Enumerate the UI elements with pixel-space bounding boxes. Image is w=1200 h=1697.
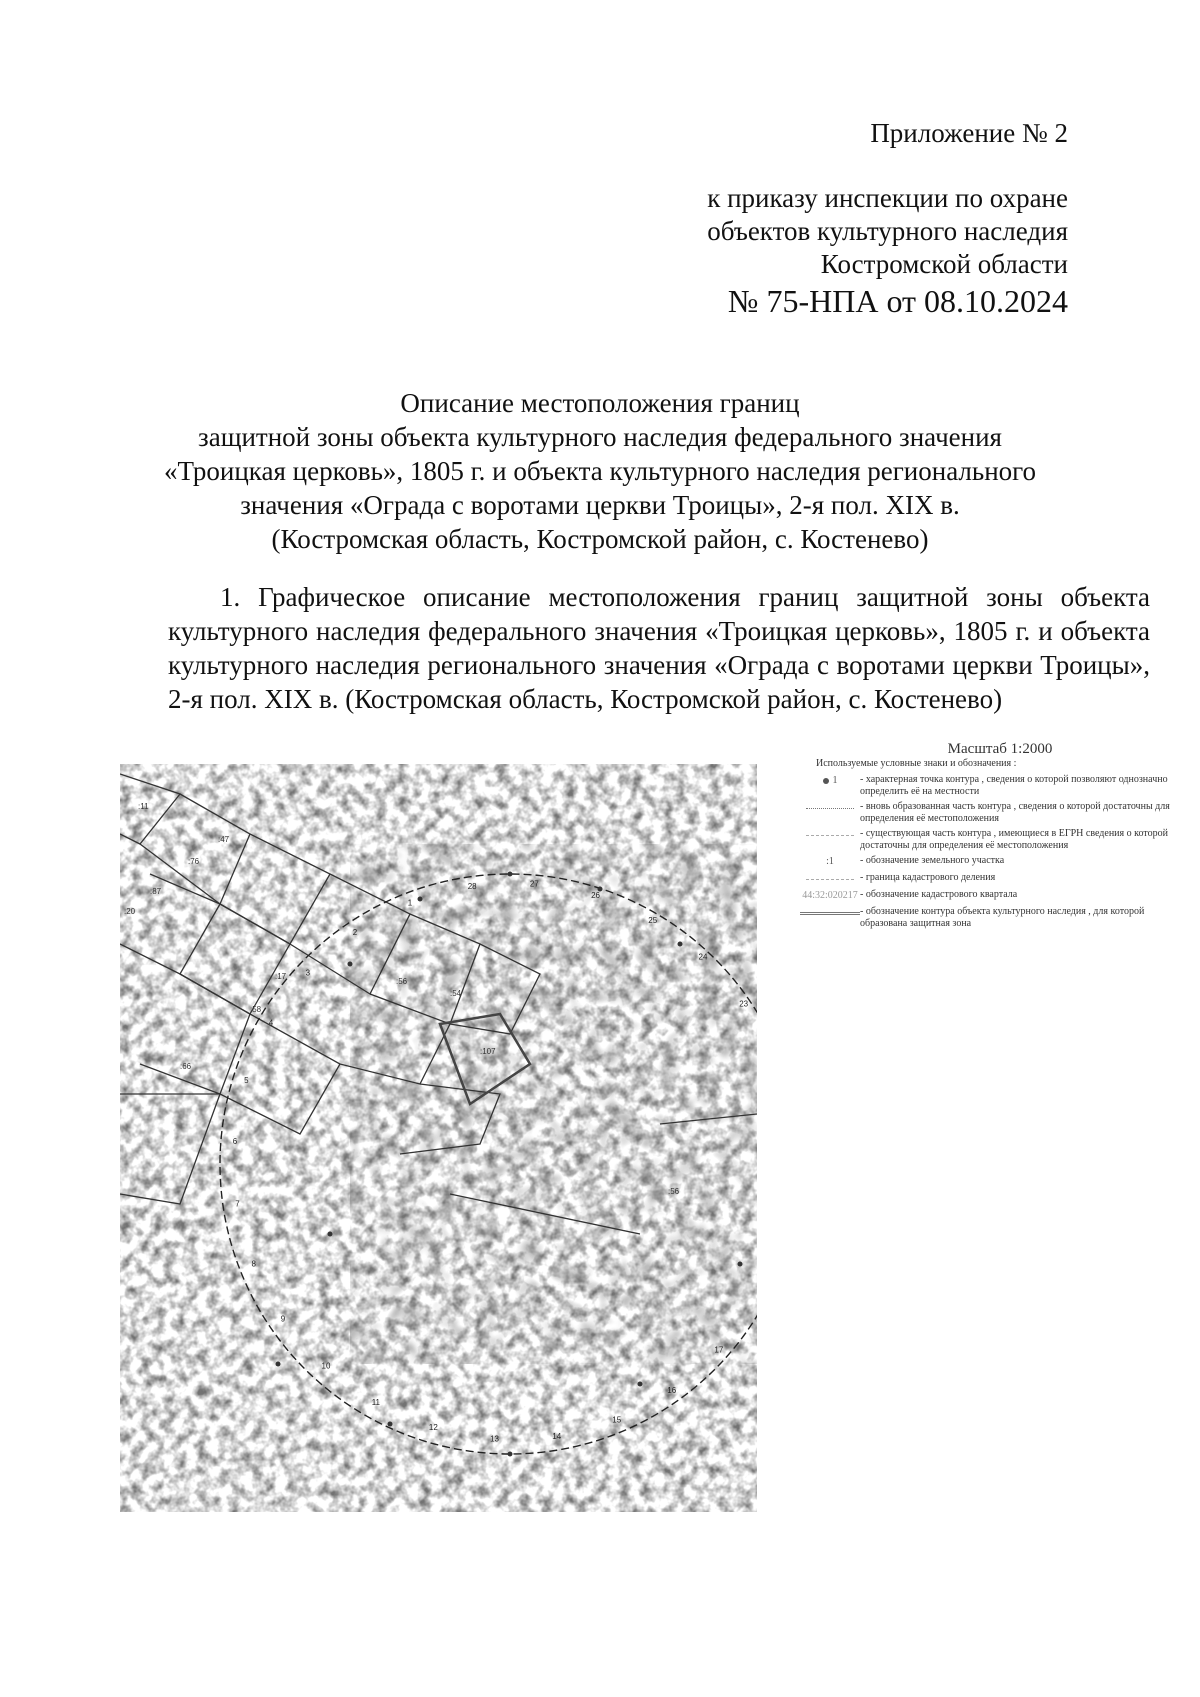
- legend-text: - обозначение земельного участка: [860, 855, 1005, 866]
- legend-text: - вновь образованная часть контура , сведения о которой достаточны для определения её местоположения: [860, 801, 1170, 824]
- boundary-point-label: 16: [667, 1386, 677, 1396]
- legend-item: [800, 906, 1180, 930]
- parcel-label: :54: [450, 989, 462, 998]
- dotted-line-icon: [800, 801, 860, 815]
- legend-item: [800, 889, 1180, 903]
- legend-text: - существующая часть контура , имеющиеся в ЕГРН сведения о которой достаточны для определения её местоположения: [860, 828, 1168, 851]
- title-line: значения «Ограда с воротами церкви Троицы», 2-я пол. XIX в.: [240, 490, 960, 520]
- dashed-line-icon: [800, 828, 860, 842]
- appendix-label: Приложение № 2: [870, 118, 1068, 148]
- parcel-label: :66: [180, 1062, 192, 1071]
- document-title: [150, 386, 1050, 556]
- order-line: объектов культурного наследия: [707, 216, 1068, 246]
- boundary-point-label: 12: [428, 1422, 438, 1432]
- order-number: № 75-НПА от 08.10.2024: [727, 283, 1068, 319]
- map-vegetation: [350, 844, 757, 1364]
- legend-item: [800, 855, 1180, 869]
- map-legend: [800, 740, 1180, 933]
- title-line: (Костромская область, Костромской район, с. Костенево): [271, 524, 929, 554]
- boundary-point-label: 3: [305, 968, 311, 978]
- paragraph-text: 1. Графическое описание местоположения границ защитной зоны объекта культурного наследия федерального значения «Троицкая церковь», 1805 г. и объекта культурного наследия регионального значения «Ограда с воротами церкви Троицы», 2-я пол. XIX в. (Костромская область, Костромской район, с. Костенево): [168, 582, 1150, 714]
- section-paragraph: [168, 580, 1150, 716]
- parcel-label: :107: [480, 1047, 496, 1056]
- boundary-point-label: 5: [244, 1075, 249, 1085]
- boundary-point-label: 8: [251, 1259, 256, 1269]
- heritage-contour-icon: [800, 906, 860, 920]
- parcel-label: :76: [188, 857, 200, 866]
- boundary-point-label: 25: [648, 915, 658, 925]
- boundary-point-label: 15: [612, 1415, 622, 1425]
- legend-item: [800, 801, 1180, 825]
- boundary-point-label: 27: [529, 879, 539, 889]
- parcel-label: :20: [124, 907, 136, 916]
- boundary-point-label: 26: [591, 891, 601, 901]
- title-line: защитной зоны объекта культурного наследия федерального значения: [198, 422, 1002, 452]
- legend-text: - характерная точка контура , сведения о которой позволяют однозначно определить её на местности: [860, 774, 1168, 797]
- parcel-label: :17: [275, 972, 287, 981]
- boundary-point-label: 10: [321, 1361, 331, 1371]
- boundary-point-label: 7: [235, 1199, 240, 1209]
- order-line: Костромской области: [820, 249, 1068, 279]
- title-line: «Троицкая церковь», 1805 г. и объекта культурного наследия регионального: [163, 456, 1037, 486]
- legend-text: - граница кадастрового деления: [860, 872, 996, 883]
- quarter-symbol: 44:32:020217: [802, 890, 858, 901]
- boundary-point-label: 2: [352, 927, 358, 937]
- cadastral-line-icon: [800, 872, 860, 886]
- parcel-label: :47: [218, 835, 230, 844]
- boundary-point-label: 28: [467, 882, 477, 892]
- parcel-label: :56: [668, 1187, 680, 1196]
- cadastral-map: [120, 764, 757, 1512]
- legend-item: [800, 774, 1180, 798]
- legend-text: - обозначение контура объекта культурного наследия , для которой образована защитная зона: [860, 906, 1145, 929]
- boundary-point-label: 24: [698, 952, 708, 962]
- parcel-label: :11: [138, 802, 149, 811]
- boundary-point-label: 14: [552, 1431, 562, 1441]
- boundary-point-label: 23: [739, 999, 749, 1009]
- parcel-label: :56: [396, 977, 408, 986]
- legend-scale: Масштаб 1:2000: [947, 741, 1053, 757]
- boundary-point-label: 6: [232, 1137, 238, 1147]
- parcel-symbol: :1: [826, 856, 834, 867]
- boundary-point-label: 11: [371, 1398, 381, 1408]
- boundary-point-label: 4: [268, 1018, 274, 1028]
- legend-text: - обозначение кадастрового квартала: [860, 889, 1018, 900]
- legend-item: [800, 872, 1180, 886]
- point-symbol-icon: 1: [800, 774, 860, 788]
- boundary-point-label: 9: [280, 1314, 286, 1324]
- parcel-label: :58: [250, 1005, 262, 1014]
- boundary-point-label: 13: [490, 1434, 500, 1444]
- legend-header: Используемые условные знаки и обозначения :: [816, 758, 1017, 769]
- boundary-point-label: 17: [714, 1345, 724, 1355]
- order-reference: [707, 182, 1068, 321]
- title-line: Описание местоположения границ: [400, 388, 800, 418]
- legend-item: [800, 828, 1180, 852]
- order-line: к приказу инспекции по охране: [707, 183, 1068, 213]
- boundary-point-label: 1: [407, 898, 413, 908]
- parcel-label: :87: [150, 887, 162, 896]
